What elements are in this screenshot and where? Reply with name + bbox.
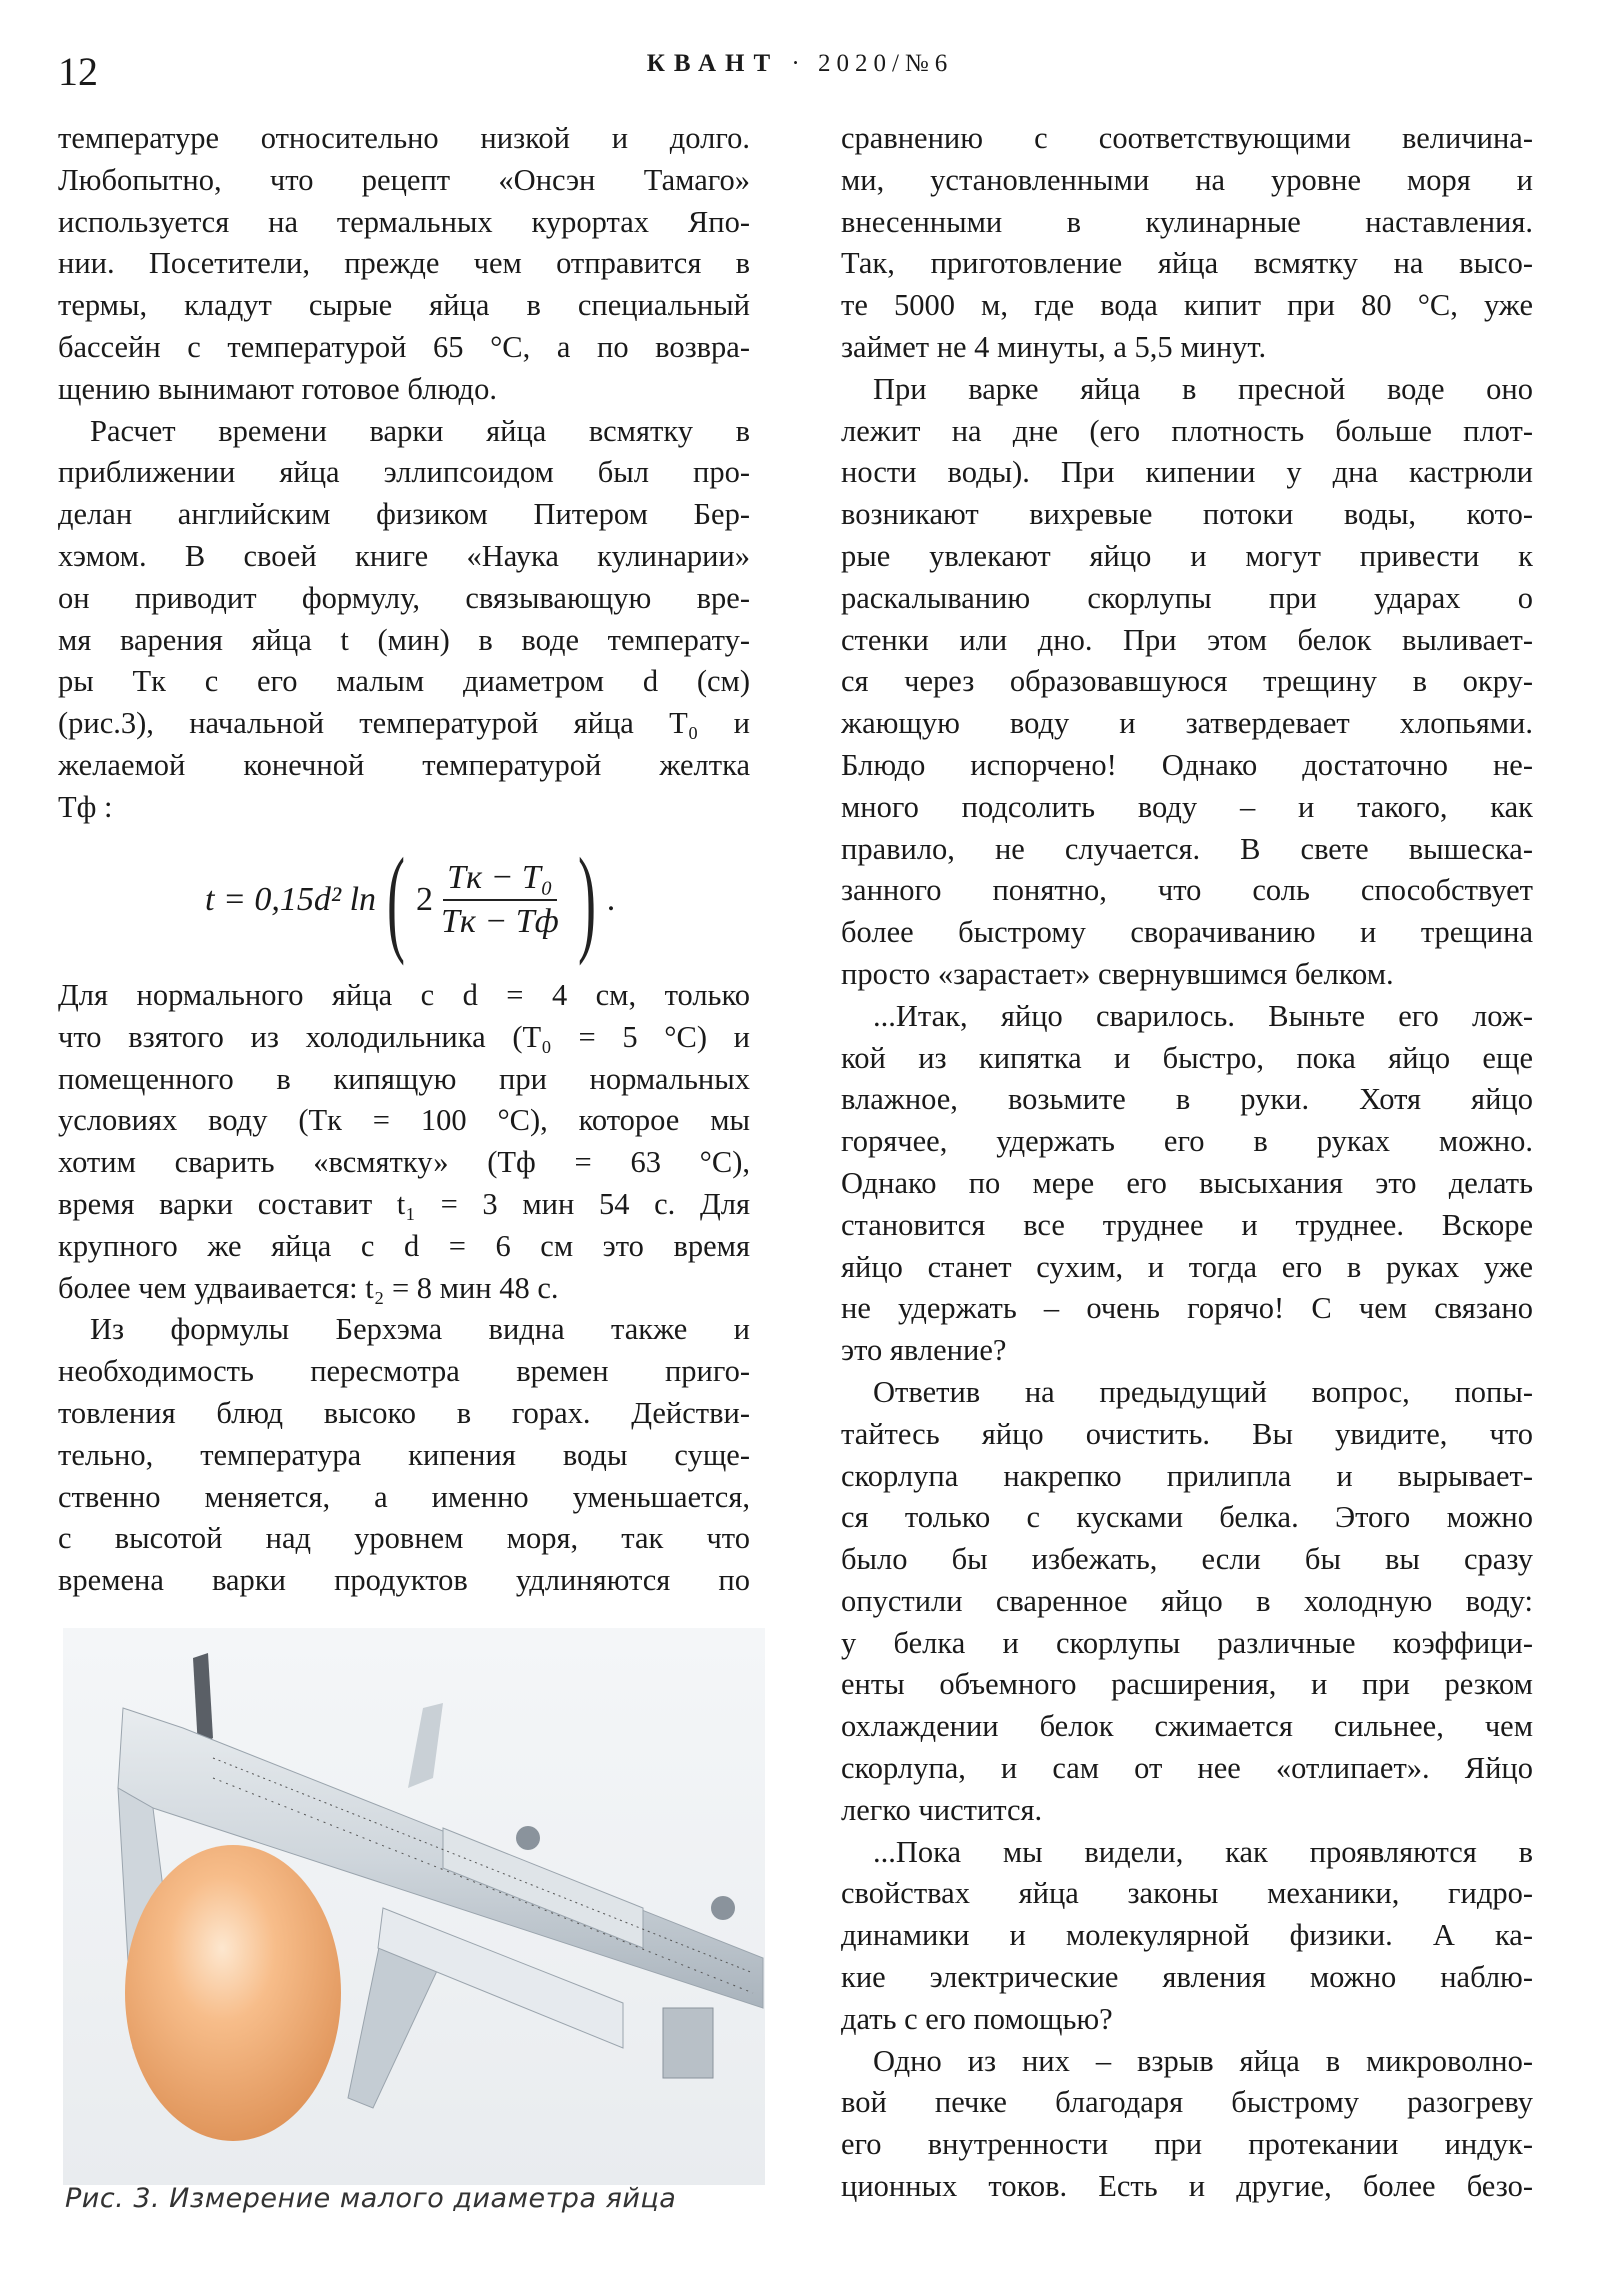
text-line: термы, кладут сырые яйца в специальный bbox=[58, 288, 750, 323]
text-line: охлаждении белок сжимается сильнее, чем bbox=[841, 1709, 1533, 1744]
text-line: щению вынимают готовое блюдо. bbox=[58, 371, 497, 406]
text-line: тайтесь яйцо очистить. Вы увидите, что bbox=[841, 1416, 1533, 1451]
text-line: условиях воду (Tк = 100 °C), которое мы bbox=[58, 1103, 750, 1138]
formula-period: . bbox=[606, 881, 616, 918]
text-line: Одно из них – взрыв яйца в микроволно- bbox=[873, 2043, 1533, 2078]
text-line: вой печке благодаря быстрому разогреву bbox=[841, 2085, 1533, 2120]
journal-title: КВАНТ bbox=[646, 50, 780, 77]
left-column-text-bottom bbox=[58, 975, 750, 1602]
text-line: бассейн с температурой 65 °С, а по возвра- bbox=[58, 329, 750, 364]
text-line: сравнению с соответствующими величина- bbox=[841, 121, 1533, 155]
text-line: ности воды). При кипении у дна кастрюли bbox=[841, 455, 1533, 490]
text-line: скорлупа накрепко прилипла и вырывает- bbox=[841, 1458, 1533, 1493]
text-line: мя варения яйца t (мин) в воде температу- bbox=[58, 622, 750, 657]
text-line: яйцо станет сухим, и тогда его в руках уже bbox=[841, 1249, 1533, 1284]
text-line: желаемой конечной температурой желтка bbox=[58, 747, 750, 782]
text-line: крупного же яйца с d = 6 см это время bbox=[58, 1228, 750, 1263]
text-line: Для нормального яйца с d = 4 см, только bbox=[58, 978, 750, 1012]
text-line: более чем удваивается: t₂ = 8 мин 48 с. bbox=[58, 1270, 559, 1305]
text-line: не удержать – очень горячо! С чем связано bbox=[841, 1291, 1533, 1326]
text-line: что взятого из холодильника (T₀ = 5 °C) и bbox=[58, 1019, 750, 1054]
text-line: При варке яйца в пресной воде оно bbox=[873, 371, 1533, 406]
text-line: время варки составит t₁ = 3 мин 54 с. Для bbox=[58, 1186, 750, 1221]
text-line: помещенного в кипящую при нормальных bbox=[58, 1061, 750, 1096]
text-line: жающую воду и затвердевает хлопьями. bbox=[841, 706, 1533, 741]
text-line: у белка и скорлупы различные коэффици- bbox=[841, 1625, 1533, 1660]
text-line: ...Пока мы видели, как проявляются в bbox=[873, 1834, 1533, 1869]
text-line: ми, установленными на уровне моря и bbox=[841, 162, 1533, 197]
text-line: температуре относительно низкой и долго. bbox=[58, 121, 750, 155]
text-line: более быстрому сворачиванию и трещина bbox=[841, 915, 1533, 950]
text-line: ся только с кусками белка. Этого можно bbox=[841, 1500, 1533, 1535]
text-line: займет не 4 минуты, а 5,5 минут. bbox=[841, 329, 1267, 364]
left-paren: ( bbox=[387, 833, 406, 966]
text-line: это явление? bbox=[841, 1333, 1007, 1368]
page-number: 12 bbox=[58, 49, 98, 94]
text-line: лежит на дне (его плотность больше плот- bbox=[841, 413, 1533, 448]
text-line: хотим сварить «всмятку» (Tф = 63 °C), bbox=[58, 1145, 750, 1180]
text-line: времена варки продуктов удлиняются по bbox=[58, 1563, 750, 1598]
text-line: делан английским физиком Питером Бер- bbox=[58, 497, 750, 532]
formula-lhs: t = 0,15d² ln bbox=[205, 881, 377, 918]
formula-denominator: Tк − Tф bbox=[441, 903, 559, 940]
text-line: опустили сваренное яйцо в холодную воду: bbox=[841, 1583, 1533, 1618]
text-line: те 5000 м, где вода кипит при 80 °С, уже bbox=[841, 288, 1533, 323]
text-line: раскалыванию скорлупы при ударах о bbox=[841, 580, 1533, 615]
text-line: горячее, удержать его в руках можно. bbox=[841, 1124, 1533, 1159]
text-line: динамики и молекулярной физики. А ка- bbox=[841, 1918, 1533, 1953]
text-line: Расчет времени варки яйца всмятку в bbox=[90, 413, 750, 448]
text-line: Блюдо испорчено! Однако достаточно не- bbox=[841, 747, 1533, 782]
formula-fraction bbox=[437, 859, 563, 941]
figure-caliper-egg bbox=[63, 1628, 765, 2185]
text-line: товления блюд высоко в горах. Действи- bbox=[58, 1395, 750, 1430]
text-line: нии. Посетители, прежде чем отправится в bbox=[58, 246, 750, 281]
text-line: было бы избежать, если бы вы сразу bbox=[841, 1542, 1533, 1577]
text-line: Ответив на предыдущий вопрос, попы- bbox=[873, 1374, 1533, 1409]
text-line: ся через образовавшуюся трещину в окру- bbox=[841, 664, 1533, 699]
text-line: Из формулы Берхэма видна также и bbox=[90, 1312, 750, 1347]
text-line: кие электрические явления можно наблю- bbox=[841, 1960, 1533, 1995]
text-line: занного понятно, что соль способствует bbox=[841, 873, 1533, 908]
text-line: используется на термальных курортах Япо- bbox=[58, 204, 750, 239]
right-column-text bbox=[841, 118, 1533, 2208]
formula-coefficient: 2 bbox=[416, 881, 433, 918]
text-line: тельно, температура кипения воды суще- bbox=[58, 1437, 750, 1472]
issue-number: · 2020/№6 bbox=[791, 50, 954, 77]
text-line: хэмом. В своей книге «Наука кулинарии» bbox=[58, 538, 750, 573]
text-line: Так, приготовление яйца всмятку на высо- bbox=[841, 246, 1533, 281]
text-line: (рис.3), начальной температурой яйца T₀ и bbox=[58, 706, 750, 741]
text-line: кой из кипятка и быстро, пока яйцо еще bbox=[841, 1040, 1533, 1075]
text-line: приближении яйца эллипсоидом был про- bbox=[58, 455, 750, 490]
text-line: стенки или дно. При этом белок выливает- bbox=[841, 622, 1533, 657]
egg bbox=[125, 1845, 341, 2141]
caliper-egg-illustration bbox=[63, 1628, 765, 2185]
text-line: с высотой над уровнем моря, так что bbox=[58, 1521, 750, 1556]
text-line: он приводит формулу, связывающую вре- bbox=[58, 580, 750, 615]
text-line: Однако по мере его высыхания это делать bbox=[841, 1165, 1533, 1200]
right-paren: ) bbox=[577, 833, 596, 966]
text-line: становится все труднее и труднее. Вскоре bbox=[841, 1207, 1533, 1242]
text-line: Любопытно, что рецепт «Онсэн Тамаго» bbox=[58, 162, 750, 197]
text-line: влажное, возьмите в руки. Хотя яйцо bbox=[841, 1082, 1533, 1117]
text-line: много подсолить воду – и такого, как bbox=[841, 789, 1533, 824]
left-column-text-top bbox=[58, 118, 750, 829]
text-line: правило, не случается. В свете вышеска- bbox=[841, 831, 1533, 866]
text-line: легко чистится. bbox=[841, 1792, 1043, 1827]
text-line: ...Итак, яйцо сварилось. Выньте его лож- bbox=[873, 998, 1533, 1033]
text-line: скорлупа, и сам от нее «отлипает». Яйцо bbox=[841, 1751, 1533, 1786]
text-line: необходимость пересмотра времен приго- bbox=[58, 1354, 750, 1389]
figure-caption: Рис. 3. Измерение малого диаметра яйца bbox=[65, 2183, 677, 2214]
text-line: внесенными в кулинарные наставления. bbox=[841, 204, 1533, 239]
berham-formula bbox=[205, 835, 615, 965]
text-line: рые увлекают яйцо и могут привести к bbox=[841, 538, 1533, 573]
text-line: дать с его помощью? bbox=[841, 2001, 1113, 2036]
text-line: возникают вихревые потоки воды, кото- bbox=[841, 497, 1533, 532]
text-line: просто «зарастает» свернувшимся белком. bbox=[841, 956, 1394, 991]
text-line: свойствах яйца законы механики, гидро- bbox=[841, 1876, 1533, 1911]
text-line: ционных токов. Есть и другие, более безо- bbox=[841, 2169, 1533, 2204]
text-line: его внутренности при протекании индук- bbox=[841, 2127, 1533, 2162]
running-header bbox=[0, 50, 1600, 78]
text-line: Tф : bbox=[58, 789, 113, 824]
formula-numerator: Tк − T₀ bbox=[443, 859, 557, 901]
text-line: ры Tк с его малым диаметром d (см) bbox=[58, 664, 750, 699]
text-line: енты объемного расширения, и при резком bbox=[841, 1667, 1533, 1702]
text-line: ственно меняется, а именно уменьшается, bbox=[58, 1479, 750, 1514]
